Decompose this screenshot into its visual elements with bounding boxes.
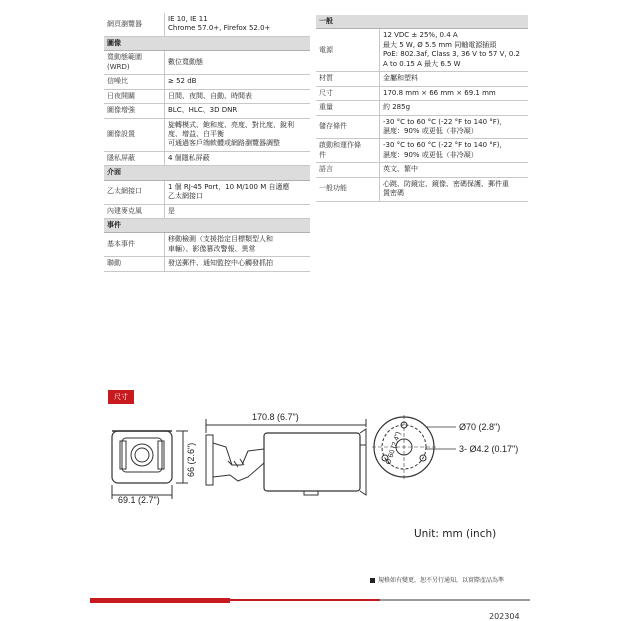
- spec-value: 英文、繁中: [380, 163, 529, 177]
- spec-value: [380, 115, 529, 139]
- spec-value: [380, 29, 529, 72]
- spec-value: 是: [165, 204, 311, 218]
- footer-gray-line: [380, 599, 530, 601]
- spec-value: [380, 177, 529, 201]
- spec-label: 日夜開關: [104, 89, 165, 103]
- spec-label-line: 啟動和運作條: [319, 141, 361, 150]
- spec-row: [104, 51, 310, 75]
- spec-label: 圖像增強: [104, 104, 165, 118]
- spec-label: 網頁瀏覽器: [104, 13, 165, 36]
- spec-row: [104, 89, 310, 103]
- holes-label: 3- Ø4.2 (0.17"): [459, 444, 519, 454]
- spec-row: [316, 72, 528, 86]
- spec-value: 日間、夜間、自動、時間表: [165, 89, 311, 103]
- section-title: 一般: [316, 15, 528, 29]
- spec-value-line: 最大 5 W, Ø 5.5 mm 同軸電源插頭: [383, 40, 497, 49]
- spec-value-line: -30 °C to 60 °C (-22 °F to 140 °F)，: [383, 141, 507, 150]
- section-title: 圖像: [104, 36, 310, 50]
- spec-label: 乙太網接口: [104, 180, 165, 204]
- front-view: [112, 431, 172, 483]
- spec-label: 基本事件: [104, 233, 165, 257]
- spec-label: 圖像設置: [104, 118, 165, 151]
- spec-value: ≥ 52 dB: [165, 75, 311, 89]
- spec-value: BLC、HLC、3D DNR: [165, 104, 311, 118]
- spec-row: [104, 104, 310, 118]
- spec-value: 金屬和塑料: [380, 72, 529, 86]
- spec-label-line: 寬動態範圍: [107, 53, 142, 62]
- spec-label: 電源: [316, 29, 380, 72]
- section-header: [316, 15, 528, 29]
- spec-value-line: 移動檢測（支援指定目標類型人和: [168, 235, 273, 244]
- spec-value-line: Chrome 57.0+, Firefox 52.0+: [168, 24, 271, 33]
- spec-row: [104, 257, 310, 271]
- footer-note-text: 規格如有變更，恕不另行通知，以實際產品為準: [378, 577, 505, 584]
- pcd-label: Ø 60 (2.4"): [385, 431, 403, 466]
- unit-label: Unit: mm (inch): [414, 528, 497, 540]
- document-code: 202304: [489, 612, 520, 621]
- dimension-drawing: [104, 405, 534, 517]
- section-header: [104, 166, 310, 180]
- spec-value: [165, 233, 311, 257]
- spec-table-left: [104, 13, 310, 272]
- spec-label: 語言: [316, 163, 380, 177]
- spec-row: [316, 115, 528, 139]
- spec-value-line: 乙太網接口: [168, 192, 203, 201]
- section-title: 介面: [104, 166, 310, 180]
- spec-value: 數位寬動態: [165, 51, 311, 75]
- spec-value-line: 可通過客戶端軟體或網路瀏覽器調整: [168, 139, 280, 148]
- square-bullet-icon: [370, 578, 375, 583]
- spec-row: [104, 75, 310, 89]
- spec-value-line: -30 °C to 60 °C (-22 °F to 140 °F)，: [383, 117, 507, 126]
- spec-value-line: 置密碼: [383, 189, 404, 198]
- spec-label: 重量: [316, 101, 380, 115]
- spec-value-line: A to 0.15 A 最大 6.5 W: [383, 59, 461, 68]
- spec-row: [104, 180, 310, 204]
- spec-value-line: IE 10, IE 11: [168, 15, 208, 23]
- spec-value: [165, 180, 311, 204]
- section-header: [104, 219, 310, 233]
- spec-value-line: 12 VDC ± 25%, 0.4 A: [383, 31, 458, 40]
- height-label: 66 (2.6"): [186, 442, 196, 477]
- spec-value-line: 濕度：90% 或更低（非冷凝）: [383, 126, 478, 135]
- dimensions-badge: 尺寸: [108, 390, 134, 404]
- spec-row: [316, 86, 528, 100]
- spec-value: [380, 139, 529, 163]
- footer-red-bar: [90, 598, 230, 603]
- spec-row: [316, 101, 528, 115]
- spec-value-line: 濕度：90% 或更低（非冷凝）: [383, 150, 478, 159]
- spec-row: [104, 151, 310, 165]
- spec-value-line: PoE: 802.3af, Class 3, 36 V to 57 V, 0.2: [383, 50, 520, 59]
- spec-table-right: [316, 15, 528, 202]
- spec-row: [104, 204, 310, 218]
- spec-row: [316, 163, 528, 177]
- section-title: 事件: [104, 219, 310, 233]
- base-view: [372, 415, 436, 479]
- spec-row: [104, 13, 310, 36]
- spec-value: [165, 118, 311, 151]
- spec-row: [316, 177, 528, 201]
- section-header: [104, 36, 310, 50]
- footer-note: [370, 575, 504, 584]
- base-diameter-label: Ø70 (2.8"): [459, 422, 501, 432]
- spec-value-line: 車輛）、影像篡改警報、異常: [168, 244, 256, 253]
- spec-label: 一般功能: [316, 177, 380, 201]
- spec-label: 儲存條件: [316, 115, 380, 139]
- spec-row: [316, 139, 528, 163]
- spec-value: [165, 13, 311, 36]
- spec-label: 信噪比: [104, 75, 165, 89]
- spec-label: 內建麥克風: [104, 204, 165, 218]
- spec-label: 隱私屏蔽: [104, 151, 165, 165]
- spec-row: [104, 233, 310, 257]
- spec-label-line: 件: [319, 150, 326, 159]
- spec-label: 尺寸: [316, 86, 380, 100]
- spec-value-line: 1 個 RJ-45 Port，10 M/100 M 自適應: [168, 182, 290, 191]
- spec-label: [104, 51, 165, 75]
- spec-value: 約 285g: [380, 101, 529, 115]
- side-view: [206, 429, 366, 495]
- footer-red-line: [230, 599, 380, 601]
- width-label: 69.1 (2.7"): [118, 495, 160, 505]
- spec-value: 4 個隱私屏蔽: [165, 151, 311, 165]
- spec-label-line: (WRD): [107, 62, 130, 71]
- spec-value-line: 旋轉模式、飽和度、亮度、對比度、銳利: [168, 120, 294, 129]
- length-label: 170.8 (6.7"): [252, 412, 299, 422]
- spec-value-line: 度、增益、白平衡: [168, 129, 224, 138]
- spec-label: [316, 139, 380, 163]
- spec-value: 發送郵件、通知監控中心觸發抓拍: [165, 257, 311, 271]
- spec-value: 170.8 mm × 66 mm × 69.1 mm: [380, 86, 529, 100]
- spec-label: 材質: [316, 72, 380, 86]
- spec-label: 聯動: [104, 257, 165, 271]
- spec-row: [104, 118, 310, 151]
- spec-value-line: 心跳、防鏡定、鏡像、密碼保護、郵件重: [383, 179, 509, 188]
- spec-row: [316, 29, 528, 72]
